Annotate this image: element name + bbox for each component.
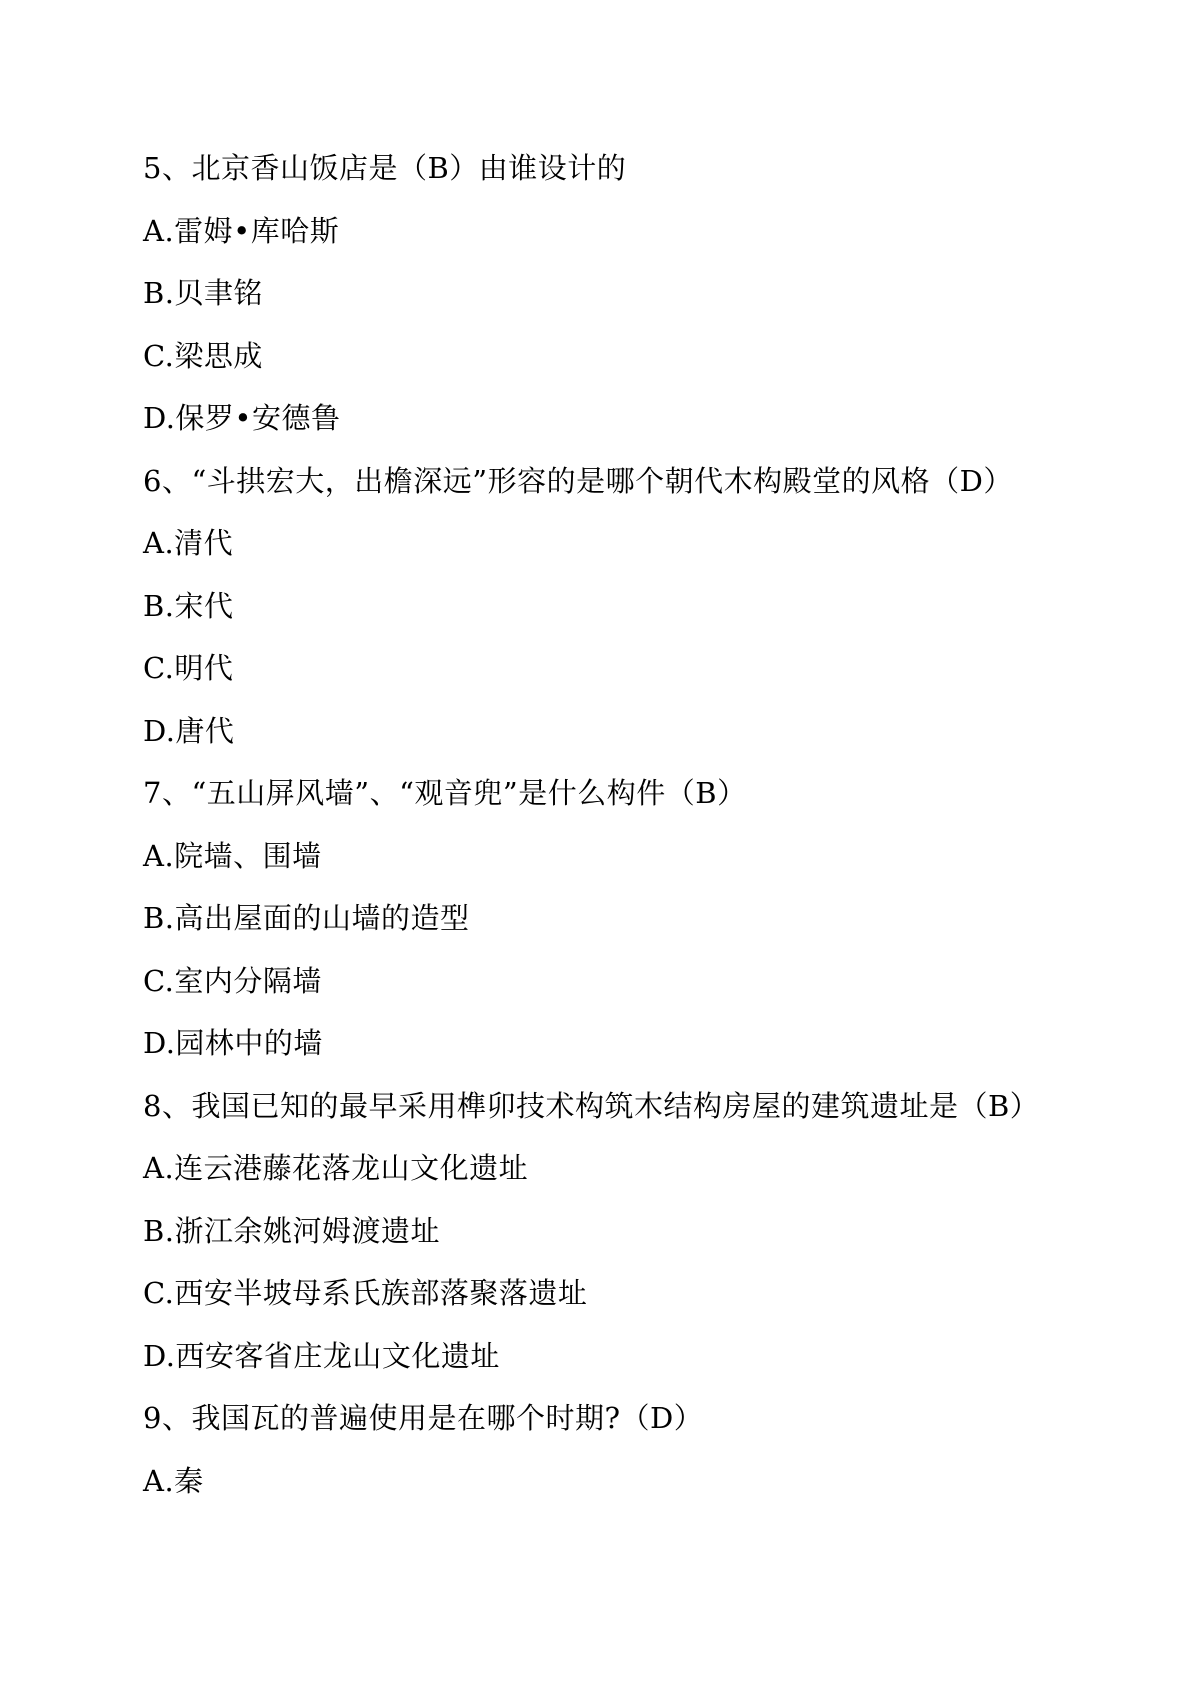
question-7-option-b: B.高出屋面的山墙的造型: [143, 901, 470, 935]
question-7-option-c: C.室内分隔墙: [143, 963, 322, 998]
question-7-option-d: D.园林中的墙: [143, 1026, 323, 1060]
question-5-option-d: D.保罗•安德鲁: [143, 401, 341, 435]
question-8-text: 8、我国已知的最早采用榫卯技术构筑木结构房屋的建筑遗址是（B）: [143, 1088, 1040, 1123]
question-8-option-d: D.西安客省庄龙山文化遗址: [143, 1338, 500, 1373]
question-9-text: 9、我国瓦的普遍使用是在哪个时期?（D）: [143, 1401, 704, 1435]
question-7-option-a: A.院墙、围墙: [143, 838, 322, 873]
question-8-option-c: C.西安半坡母系氏族部落聚落遗址: [143, 1276, 588, 1310]
question-9-option-a: A.秦: [143, 1463, 204, 1498]
question-8-option-b: B.浙江余姚河姆渡遗址: [143, 1213, 441, 1248]
question-7-text: 7、“五山屏风墙”、“观音兜”是什么构件（B）: [143, 776, 747, 810]
question-6-option-b: B.宋代: [143, 588, 234, 623]
question-5-option-a: A.雷姆•库哈斯: [143, 213, 340, 248]
question-8-option-a: A.连云港藤花落龙山文化遗址: [143, 1151, 529, 1185]
question-5-option-c: C.梁思成: [143, 338, 263, 373]
question-5-text: 5、北京香山饭店是（B）由谁设计的: [143, 151, 627, 185]
question-6-option-a: A.清代: [143, 526, 234, 560]
question-6-text: 6、“斗拱宏大，出檐深远”形容的是哪个朝代木构殿堂的风格（D）: [143, 463, 1013, 498]
question-6-option-c: C.明代: [143, 651, 234, 685]
question-5-option-b: B.贝聿铭: [143, 276, 264, 310]
question-list: [143, 137, 1123, 1512]
question-6-option-d: D.唐代: [143, 713, 235, 748]
